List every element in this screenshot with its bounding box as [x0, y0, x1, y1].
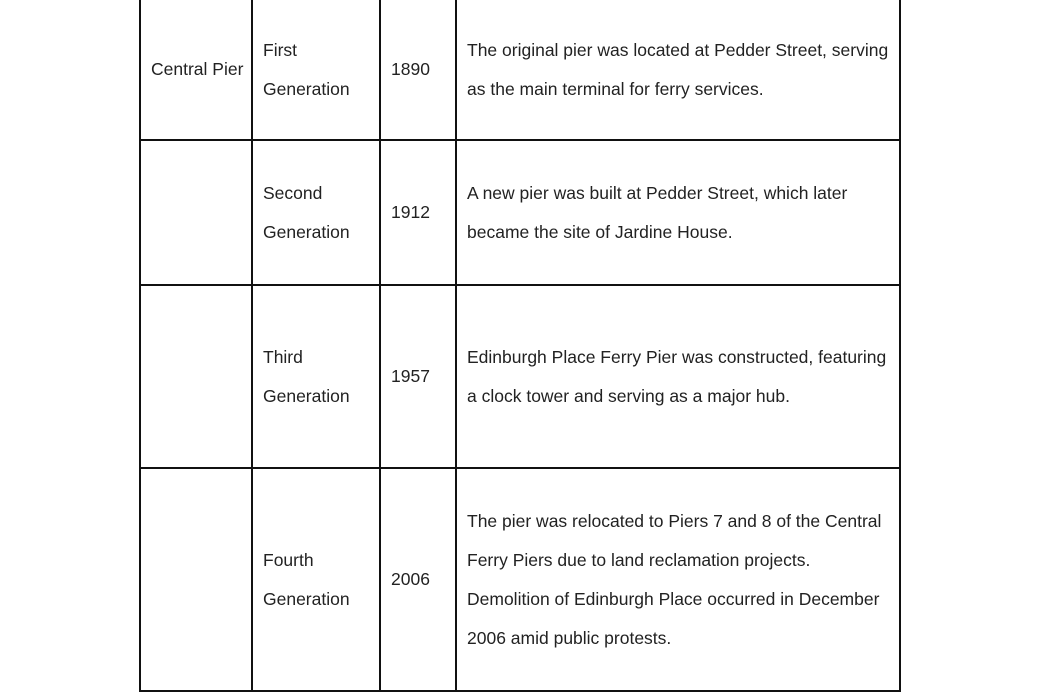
- generation-cell: [252, 285, 380, 468]
- table-row: [140, 140, 900, 285]
- pier-history-table: [139, 0, 901, 692]
- year-cell: [380, 468, 456, 691]
- year-text: 2006: [391, 569, 430, 589]
- place-text: Central Pier: [151, 59, 244, 79]
- generation-text: Second Generation: [263, 182, 350, 242]
- table-row: [140, 468, 900, 691]
- place-cell: [140, 140, 252, 285]
- description-cell: [456, 468, 900, 691]
- description-cell: [456, 285, 900, 468]
- year-cell: [380, 0, 456, 140]
- year-cell: [380, 140, 456, 285]
- description-cell: [456, 140, 900, 285]
- table-row: [140, 285, 900, 468]
- description-text: The original pier was located at Pedder Street, serving as the main terminal for ferry services.: [467, 39, 889, 99]
- description-text: The pier was relocated to Piers 7 and 8 of the Central Ferry Piers due to land reclamation projects. Demolition of Edinburgh Place occurred in December 2006 amid public protests.: [467, 510, 882, 648]
- generation-cell: [252, 0, 380, 140]
- table-row: [140, 0, 900, 140]
- year-cell: [380, 285, 456, 468]
- generation-cell: [252, 140, 380, 285]
- description-cell: [456, 0, 900, 140]
- place-cell: [140, 468, 252, 691]
- description-text: A new pier was built at Pedder Street, which later became the site of Jardine House.: [467, 182, 848, 242]
- generation-text: Third Generation: [263, 346, 350, 406]
- description-text: Edinburgh Place Ferry Pier was constructed, featuring a clock tower and serving as a major hub.: [467, 346, 887, 406]
- year-text: 1957: [391, 366, 430, 386]
- place-cell: [140, 285, 252, 468]
- generation-text: First Generation: [263, 39, 350, 99]
- generation-text: Fourth Generation: [263, 549, 350, 609]
- year-text: 1912: [391, 202, 430, 222]
- year-text: 1890: [391, 59, 430, 79]
- generation-cell: [252, 468, 380, 691]
- place-cell: [140, 0, 252, 140]
